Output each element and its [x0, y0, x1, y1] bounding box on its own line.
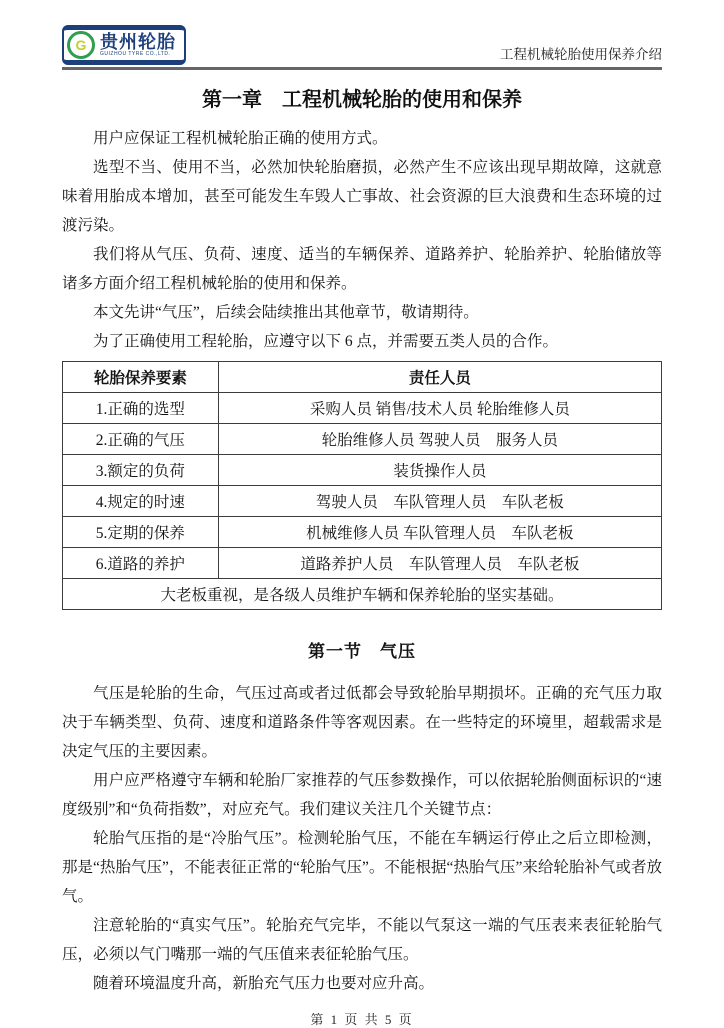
table-header-personnel: 责任人员 — [218, 362, 661, 393]
table-cell-personnel: 驾驶人员 车队管理人员 车队老板 — [218, 486, 661, 517]
table-cell-personnel: 道路养护人员 车队管理人员 车队老板 — [218, 548, 661, 579]
table-cell-factor: 1.正确的选型 — [63, 393, 219, 424]
table-row — [63, 424, 662, 455]
table-header-row — [63, 362, 662, 393]
section-paragraph-2: 用户应严格遵守车辆和轮胎厂家推荐的气压参数操作，可以依据轮胎侧面标识的“速度级别”和“负荷指数”，对应充气。我们建议关注几个关键节点： — [62, 772, 662, 818]
table-header-factor: 轮胎保养要素 — [63, 362, 219, 393]
section-paragraph-1: 气压是轮胎的生命，气压过高或者过低都会导致轮胎早期损坏。正确的充气压力取决于车辆类型、负荷、速度和道路条件等客观因素。在一些特定的环境里，超载需求是决定气压的主要因素。 — [62, 685, 662, 760]
table-cell-personnel: 装货操作人员 — [218, 455, 661, 486]
table-row — [63, 548, 662, 579]
logo-g-letter: G — [75, 37, 87, 53]
table-row — [63, 486, 662, 517]
table-footer-row — [63, 579, 662, 610]
logo-cn-text: 贵州轮胎 — [100, 32, 176, 52]
table-row — [63, 455, 662, 486]
page-header — [62, 0, 662, 65]
guizhou-tyre-logo — [62, 25, 186, 65]
intro-paragraph-1: 用户应保证工程机械轮胎正确的使用方式。 — [93, 130, 388, 147]
table-cell-personnel: 机械维修人员 车队管理人员 车队老板 — [218, 517, 661, 548]
chapter-title: 第一章 工程机械轮胎的使用和保养 — [202, 89, 522, 111]
responsibility-table — [62, 361, 662, 610]
header-divider — [62, 67, 662, 70]
table-row — [63, 517, 662, 548]
intro-paragraph-2: 选型不当、使用不当，必然加快轮胎磨损，必然产生不应该出现早期故障，这就意味着用胎成本增加，甚至可能发生车毁人亡事故、社会资源的巨大浪费和生态环境的过渡污染。 — [62, 159, 662, 234]
logo-en-text: GUIZHOU TYRE CO.,LTD. — [100, 51, 171, 57]
page-number: 第 1 页 共 5 页 — [310, 1012, 414, 1027]
section-paragraph-3: 轮胎气压指的是“冷胎气压”。检测轮胎气压，不能在车辆运行停止之后立即检测，那是“热胎气压”，不能表征正常的“轮胎气压”。不能根据“热胎气压”来给轮胎补气或者放气。 — [62, 830, 662, 905]
table-cell-personnel: 采购人员 销售/技术人员 轮胎维修人员 — [218, 393, 661, 424]
table-cell-factor: 6.道路的养护 — [63, 548, 219, 579]
table-cell-factor: 3.额定的负荷 — [63, 455, 219, 486]
logo-text — [100, 33, 176, 57]
table-cell-factor: 2.正确的气压 — [63, 424, 219, 455]
intro-paragraph-4: 本文先讲“气压”，后续会陆续推出其他章节，敬请期待。 — [93, 304, 479, 321]
intro-paragraph-5: 为了正确使用工程轮胎，应遵守以下 6 点，并需要五类人员的合作。 — [93, 333, 559, 350]
table-cell-factor: 5.定期的保养 — [63, 517, 219, 548]
section-title: 第一节 气压 — [308, 642, 416, 661]
table-cell-personnel: 轮胎维修人员 驾驶人员 服务人员 — [218, 424, 661, 455]
table-cell-factor: 4.规定的时速 — [63, 486, 219, 517]
table-row — [63, 393, 662, 424]
logo-g-icon — [67, 31, 95, 59]
section-paragraph-5: 随着环境温度升高，新胎充气压力也要对应升高。 — [93, 975, 435, 992]
table-footer-note: 大老板重视，是各级人员维护车辆和保养轮胎的坚实基础。 — [63, 579, 662, 610]
header-doc-title: 工程机械轮胎使用保养介绍 — [500, 47, 662, 62]
intro-paragraph-3: 我们将从气压、负荷、速度、适当的车辆保养、道路养护、轮胎养护、轮胎储放等诸多方面介绍工程机械轮胎的使用和保养。 — [62, 246, 662, 292]
section-paragraph-4: 注意轮胎的“真实气压”。轮胎充气完毕，不能以气泵这一端的气压表来表征轮胎气压，必须以气门嘴那一端的气压值来表征轮胎气压。 — [62, 917, 662, 963]
